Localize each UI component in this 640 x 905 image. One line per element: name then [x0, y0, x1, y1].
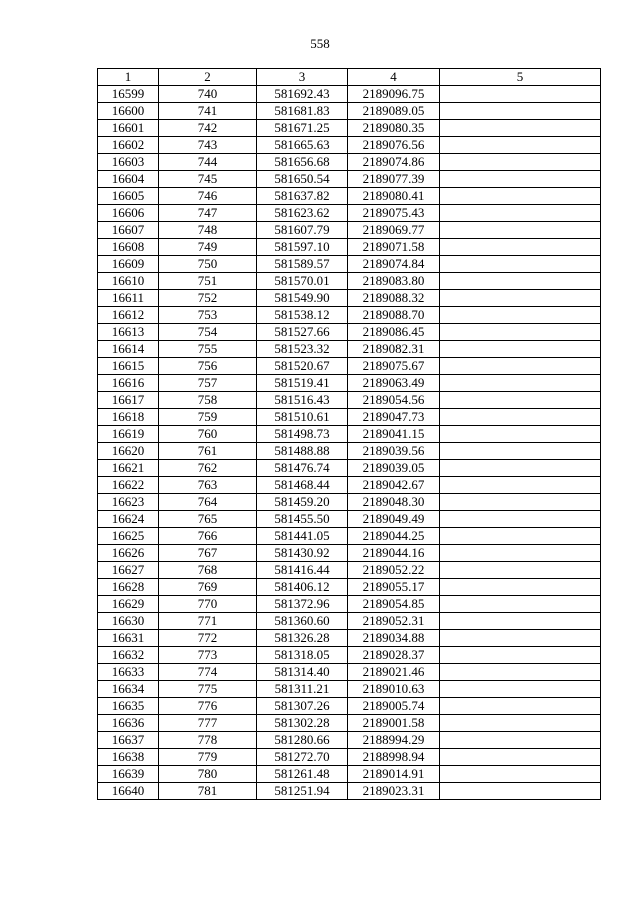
table-body	[98, 86, 601, 800]
table-row	[98, 664, 601, 681]
note-cell	[440, 579, 601, 596]
point-id-cell: 16623	[98, 494, 159, 511]
y-coordinate-cell: 2189076.56	[348, 137, 440, 154]
point-id-cell: 16614	[98, 341, 159, 358]
table-row	[98, 562, 601, 579]
point-id-cell: 16611	[98, 290, 159, 307]
note-cell	[440, 188, 601, 205]
note-cell	[440, 358, 601, 375]
y-coordinate-cell: 2189039.56	[348, 443, 440, 460]
point-number-cell: 747	[159, 205, 257, 222]
y-coordinate-cell: 2189080.35	[348, 120, 440, 137]
table-row	[98, 579, 601, 596]
x-coordinate-cell: 581607.79	[257, 222, 348, 239]
y-coordinate-cell: 2188998.94	[348, 749, 440, 766]
note-cell	[440, 392, 601, 409]
x-coordinate-cell: 581681.83	[257, 103, 348, 120]
x-coordinate-cell: 581692.43	[257, 86, 348, 103]
point-number-cell: 779	[159, 749, 257, 766]
point-number-cell: 753	[159, 307, 257, 324]
y-coordinate-cell: 2189088.32	[348, 290, 440, 307]
table-row	[98, 460, 601, 477]
point-id-cell: 16620	[98, 443, 159, 460]
x-coordinate-cell: 581302.28	[257, 715, 348, 732]
x-coordinate-cell: 581476.74	[257, 460, 348, 477]
x-coordinate-cell: 581650.54	[257, 171, 348, 188]
point-id-cell: 16599	[98, 86, 159, 103]
x-coordinate-cell: 581488.88	[257, 443, 348, 460]
note-cell	[440, 715, 601, 732]
y-coordinate-cell: 2189088.70	[348, 307, 440, 324]
table-row	[98, 647, 601, 664]
y-coordinate-cell: 2189042.67	[348, 477, 440, 494]
table-header	[98, 69, 601, 86]
table-row	[98, 239, 601, 256]
point-number-cell: 776	[159, 698, 257, 715]
point-number-cell: 775	[159, 681, 257, 698]
point-number-cell: 765	[159, 511, 257, 528]
x-coordinate-cell: 581272.70	[257, 749, 348, 766]
table-row	[98, 171, 601, 188]
point-number-cell: 757	[159, 375, 257, 392]
point-id-cell: 16624	[98, 511, 159, 528]
point-id-cell: 16617	[98, 392, 159, 409]
y-coordinate-cell: 2188994.29	[348, 732, 440, 749]
point-number-cell: 740	[159, 86, 257, 103]
note-cell	[440, 239, 601, 256]
table-row	[98, 528, 601, 545]
note-cell	[440, 103, 601, 120]
x-coordinate-cell: 581360.60	[257, 613, 348, 630]
point-number-cell: 762	[159, 460, 257, 477]
x-coordinate-cell: 581372.96	[257, 596, 348, 613]
note-cell	[440, 494, 601, 511]
note-cell	[440, 783, 601, 800]
table-row	[98, 120, 601, 137]
point-number-cell: 744	[159, 154, 257, 171]
y-coordinate-cell: 2189055.17	[348, 579, 440, 596]
point-number-cell: 742	[159, 120, 257, 137]
note-cell	[440, 698, 601, 715]
point-number-cell: 752	[159, 290, 257, 307]
point-number-cell: 749	[159, 239, 257, 256]
note-cell	[440, 307, 601, 324]
y-coordinate-cell: 2189080.41	[348, 188, 440, 205]
x-coordinate-cell: 581570.01	[257, 273, 348, 290]
point-id-cell: 16618	[98, 409, 159, 426]
point-number-cell: 763	[159, 477, 257, 494]
coordinates-table	[97, 68, 601, 800]
y-coordinate-cell: 2189034.88	[348, 630, 440, 647]
note-cell	[440, 477, 601, 494]
note-cell	[440, 426, 601, 443]
point-id-cell: 16606	[98, 205, 159, 222]
table-row	[98, 103, 601, 120]
y-coordinate-cell: 2189082.31	[348, 341, 440, 358]
note-cell	[440, 664, 601, 681]
x-coordinate-cell: 581406.12	[257, 579, 348, 596]
point-id-cell: 16628	[98, 579, 159, 596]
y-coordinate-cell: 2189021.46	[348, 664, 440, 681]
table-row	[98, 698, 601, 715]
note-cell	[440, 630, 601, 647]
y-coordinate-cell: 2189044.16	[348, 545, 440, 562]
point-id-cell: 16619	[98, 426, 159, 443]
x-coordinate-cell: 581637.82	[257, 188, 348, 205]
point-number-cell: 768	[159, 562, 257, 579]
table-row	[98, 307, 601, 324]
point-id-cell: 16615	[98, 358, 159, 375]
point-id-cell: 16604	[98, 171, 159, 188]
point-number-cell: 758	[159, 392, 257, 409]
point-number-cell: 746	[159, 188, 257, 205]
note-cell	[440, 647, 601, 664]
note-cell	[440, 409, 601, 426]
table-row	[98, 409, 601, 426]
point-number-cell: 745	[159, 171, 257, 188]
x-coordinate-cell: 581549.90	[257, 290, 348, 307]
table-row	[98, 290, 601, 307]
y-coordinate-cell: 2189074.84	[348, 256, 440, 273]
table-row	[98, 188, 601, 205]
point-id-cell: 16634	[98, 681, 159, 698]
y-coordinate-cell: 2189074.86	[348, 154, 440, 171]
note-cell	[440, 460, 601, 477]
point-id-cell: 16621	[98, 460, 159, 477]
y-coordinate-cell: 2189010.63	[348, 681, 440, 698]
y-coordinate-cell: 2189086.45	[348, 324, 440, 341]
table-row	[98, 426, 601, 443]
x-coordinate-cell: 581656.68	[257, 154, 348, 171]
note-cell	[440, 137, 601, 154]
point-id-cell: 16603	[98, 154, 159, 171]
x-coordinate-cell: 581665.63	[257, 137, 348, 154]
point-id-cell: 16637	[98, 732, 159, 749]
note-cell	[440, 341, 601, 358]
header-row	[98, 69, 601, 86]
x-coordinate-cell: 581589.57	[257, 256, 348, 273]
point-id-cell: 16608	[98, 239, 159, 256]
table-row	[98, 222, 601, 239]
point-id-cell: 16607	[98, 222, 159, 239]
point-number-cell: 778	[159, 732, 257, 749]
table-row	[98, 375, 601, 392]
point-id-cell: 16635	[98, 698, 159, 715]
table-row	[98, 511, 601, 528]
point-number-cell: 751	[159, 273, 257, 290]
table-row	[98, 783, 601, 800]
table-row	[98, 358, 601, 375]
point-id-cell: 16612	[98, 307, 159, 324]
x-coordinate-cell: 581527.66	[257, 324, 348, 341]
table-row	[98, 86, 601, 103]
point-number-cell: 780	[159, 766, 257, 783]
table-row	[98, 749, 601, 766]
y-coordinate-cell: 2189096.75	[348, 86, 440, 103]
point-number-cell: 756	[159, 358, 257, 375]
table-row	[98, 630, 601, 647]
note-cell	[440, 443, 601, 460]
note-cell	[440, 749, 601, 766]
y-coordinate-cell: 2189077.39	[348, 171, 440, 188]
header-col-5: 5	[440, 69, 601, 86]
point-id-cell: 16609	[98, 256, 159, 273]
point-id-cell: 16616	[98, 375, 159, 392]
x-coordinate-cell: 581455.50	[257, 511, 348, 528]
point-id-cell: 16613	[98, 324, 159, 341]
point-number-cell: 766	[159, 528, 257, 545]
table-row	[98, 324, 601, 341]
point-id-cell: 16636	[98, 715, 159, 732]
point-number-cell: 771	[159, 613, 257, 630]
point-id-cell: 16610	[98, 273, 159, 290]
table-row	[98, 613, 601, 630]
x-coordinate-cell: 581318.05	[257, 647, 348, 664]
x-coordinate-cell: 581516.43	[257, 392, 348, 409]
y-coordinate-cell: 2189071.58	[348, 239, 440, 256]
x-coordinate-cell: 581519.41	[257, 375, 348, 392]
note-cell	[440, 256, 601, 273]
table-row	[98, 341, 601, 358]
point-id-cell: 16633	[98, 664, 159, 681]
point-id-cell: 16625	[98, 528, 159, 545]
y-coordinate-cell: 2189049.49	[348, 511, 440, 528]
point-id-cell: 16602	[98, 137, 159, 154]
table-row	[98, 137, 601, 154]
note-cell	[440, 511, 601, 528]
point-number-cell: 770	[159, 596, 257, 613]
x-coordinate-cell: 581597.10	[257, 239, 348, 256]
point-number-cell: 748	[159, 222, 257, 239]
table-row	[98, 596, 601, 613]
x-coordinate-cell: 581441.05	[257, 528, 348, 545]
header-col-1: 1	[98, 69, 159, 86]
point-number-cell: 769	[159, 579, 257, 596]
table-row	[98, 392, 601, 409]
table-row	[98, 443, 601, 460]
point-id-cell: 16638	[98, 749, 159, 766]
x-coordinate-cell: 581538.12	[257, 307, 348, 324]
point-id-cell: 16631	[98, 630, 159, 647]
note-cell	[440, 766, 601, 783]
point-number-cell: 759	[159, 409, 257, 426]
point-number-cell: 781	[159, 783, 257, 800]
point-id-cell: 16622	[98, 477, 159, 494]
note-cell	[440, 273, 601, 290]
point-number-cell: 764	[159, 494, 257, 511]
note-cell	[440, 732, 601, 749]
x-coordinate-cell: 581468.44	[257, 477, 348, 494]
point-number-cell: 774	[159, 664, 257, 681]
point-id-cell: 16601	[98, 120, 159, 137]
x-coordinate-cell: 581311.21	[257, 681, 348, 698]
y-coordinate-cell: 2189047.73	[348, 409, 440, 426]
table-row	[98, 715, 601, 732]
x-coordinate-cell: 581307.26	[257, 698, 348, 715]
note-cell	[440, 86, 601, 103]
point-number-cell: 777	[159, 715, 257, 732]
x-coordinate-cell: 581498.73	[257, 426, 348, 443]
note-cell	[440, 528, 601, 545]
x-coordinate-cell: 581261.48	[257, 766, 348, 783]
note-cell	[440, 290, 601, 307]
point-number-cell: 741	[159, 103, 257, 120]
y-coordinate-cell: 2189069.77	[348, 222, 440, 239]
point-id-cell: 16600	[98, 103, 159, 120]
y-coordinate-cell: 2189005.74	[348, 698, 440, 715]
note-cell	[440, 596, 601, 613]
table-row	[98, 205, 601, 222]
point-number-cell: 760	[159, 426, 257, 443]
point-number-cell: 755	[159, 341, 257, 358]
y-coordinate-cell: 2189089.05	[348, 103, 440, 120]
y-coordinate-cell: 2189039.05	[348, 460, 440, 477]
x-coordinate-cell: 581671.25	[257, 120, 348, 137]
x-coordinate-cell: 581416.44	[257, 562, 348, 579]
y-coordinate-cell: 2189054.56	[348, 392, 440, 409]
note-cell	[440, 222, 601, 239]
note-cell	[440, 562, 601, 579]
y-coordinate-cell: 2189075.43	[348, 205, 440, 222]
table-row	[98, 154, 601, 171]
header-col-2: 2	[159, 69, 257, 86]
table-row	[98, 766, 601, 783]
point-id-cell: 16640	[98, 783, 159, 800]
point-id-cell: 16627	[98, 562, 159, 579]
header-col-3: 3	[257, 69, 348, 86]
point-id-cell: 16630	[98, 613, 159, 630]
note-cell	[440, 681, 601, 698]
note-cell	[440, 324, 601, 341]
y-coordinate-cell: 2189028.37	[348, 647, 440, 664]
table-row	[98, 256, 601, 273]
note-cell	[440, 205, 601, 222]
x-coordinate-cell: 581510.61	[257, 409, 348, 426]
x-coordinate-cell: 581326.28	[257, 630, 348, 647]
point-number-cell: 767	[159, 545, 257, 562]
x-coordinate-cell: 581523.32	[257, 341, 348, 358]
table-row	[98, 545, 601, 562]
point-number-cell: 761	[159, 443, 257, 460]
x-coordinate-cell: 581623.62	[257, 205, 348, 222]
table-row	[98, 494, 601, 511]
page-number: 558	[310, 36, 330, 51]
x-coordinate-cell: 581251.94	[257, 783, 348, 800]
note-cell	[440, 613, 601, 630]
x-coordinate-cell: 581314.40	[257, 664, 348, 681]
x-coordinate-cell: 581520.67	[257, 358, 348, 375]
table-row	[98, 681, 601, 698]
y-coordinate-cell: 2189052.22	[348, 562, 440, 579]
y-coordinate-cell: 2189044.25	[348, 528, 440, 545]
y-coordinate-cell: 2189052.31	[348, 613, 440, 630]
y-coordinate-cell: 2189075.67	[348, 358, 440, 375]
header-col-4: 4	[348, 69, 440, 86]
y-coordinate-cell: 2189048.30	[348, 494, 440, 511]
table-row	[98, 732, 601, 749]
point-id-cell: 16629	[98, 596, 159, 613]
point-id-cell: 16605	[98, 188, 159, 205]
x-coordinate-cell: 581459.20	[257, 494, 348, 511]
y-coordinate-cell: 2189014.91	[348, 766, 440, 783]
y-coordinate-cell: 2189001.58	[348, 715, 440, 732]
table-row	[98, 273, 601, 290]
note-cell	[440, 120, 601, 137]
point-id-cell: 16626	[98, 545, 159, 562]
note-cell	[440, 171, 601, 188]
point-number-cell: 750	[159, 256, 257, 273]
point-number-cell: 772	[159, 630, 257, 647]
y-coordinate-cell: 2189063.49	[348, 375, 440, 392]
x-coordinate-cell: 581280.66	[257, 732, 348, 749]
y-coordinate-cell: 2189083.80	[348, 273, 440, 290]
y-coordinate-cell: 2189023.31	[348, 783, 440, 800]
point-number-cell: 773	[159, 647, 257, 664]
note-cell	[440, 545, 601, 562]
point-number-cell: 754	[159, 324, 257, 341]
note-cell	[440, 154, 601, 171]
table-row	[98, 477, 601, 494]
x-coordinate-cell: 581430.92	[257, 545, 348, 562]
point-id-cell: 16639	[98, 766, 159, 783]
point-id-cell: 16632	[98, 647, 159, 664]
note-cell	[440, 375, 601, 392]
y-coordinate-cell: 2189041.15	[348, 426, 440, 443]
y-coordinate-cell: 2189054.85	[348, 596, 440, 613]
point-number-cell: 743	[159, 137, 257, 154]
